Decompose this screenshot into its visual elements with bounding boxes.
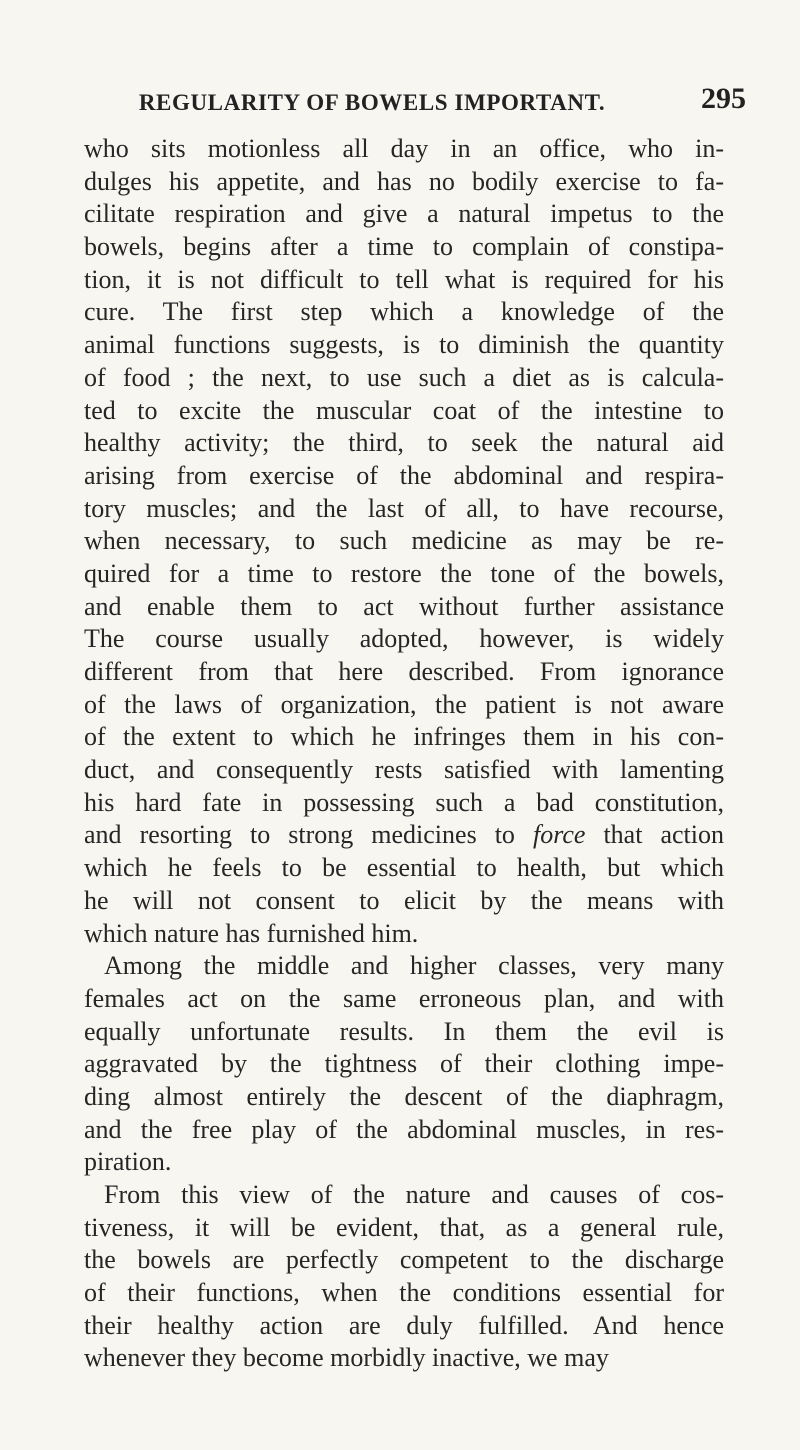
text-line: equally unfortunate results. In them the evil is [84, 1016, 724, 1046]
text-line: cure. The first step which a knowledge of the [84, 297, 724, 327]
text-line: Among the middle and higher classes, very many [104, 951, 724, 981]
text-line: tory muscles; and the last of all, to have recourse, [84, 493, 724, 523]
text-line: dulges his appetite, and has no bodily exercise to fa- [84, 166, 724, 196]
text-line: ding almost entirely the descent of the diaphragm, [84, 1081, 724, 1111]
text-line: of the extent to which he infringes them in his con- [84, 722, 724, 752]
text-line: who sits motionless all day in an office, who in- [84, 134, 724, 163]
text-line: bowels, begins after a time to complain of constipa- [84, 232, 724, 262]
text-line: aggravated by the tightness of their clothing impe- [84, 1049, 724, 1079]
text-line: and enable them to act without further assistance [84, 591, 724, 621]
text-line: of the laws of organization, the patient is not aware [84, 689, 724, 719]
text-line: of their functions, when the conditions essential for [84, 1278, 724, 1308]
text-line: tion, it is not difficult to tell what is required for his [84, 264, 724, 294]
text-line: his hard fate in possessing such a bad constitution, [84, 787, 724, 817]
text-line: which he feels to be essential to health, but which [84, 853, 724, 883]
text-line: tiveness, it will be evident, that, as a general rule, [84, 1212, 724, 1242]
text-line: duct, and consequently rests satisfied with lamenting [84, 755, 724, 785]
text-line: females act on the same erroneous plan, and with [84, 983, 724, 1013]
text-line: which nature has furnished him. [84, 918, 419, 948]
text-line: when necessary, to such medicine as may be re- [84, 526, 724, 556]
text-line: the bowels are perfectly competent to the discharge [84, 1245, 724, 1275]
text-line: quired for a time to restore the tone of the bowels, [84, 558, 724, 588]
text-line: and the free play of the abdominal muscles, in res- [84, 1114, 724, 1144]
text-line: their healthy action are duly fulfilled. And hence [84, 1310, 724, 1340]
text-line: The course usually adopted, however, is widely [84, 624, 724, 654]
text-line: cilitate respiration and give a natural impetus to the [84, 199, 724, 229]
text-line: From this view of the nature and causes of cos- [104, 1180, 724, 1209]
text-line: arising from exercise of the abdominal and respira- [84, 460, 724, 490]
running-title: REGULARITY OF BOWELS IMPORTANT. [138, 90, 606, 115]
text-line: whenever they become morbidly inactive, we may [84, 1343, 609, 1373]
body-text [84, 133, 724, 1375]
text-line: he will not consent to elicit by the means with [84, 885, 724, 915]
paragraph [84, 1179, 724, 1375]
paragraph [84, 133, 724, 950]
text-line: piration. [84, 1147, 172, 1177]
text-line: of food ; the next, to use such a diet as is calcula- [84, 362, 724, 392]
text-line: ted to excite the muscular coat of the intestine to [84, 395, 724, 425]
page-number: 295 [701, 82, 746, 115]
text-line: different from that here described. From ignorance [84, 657, 724, 686]
running-head [0, 82, 800, 122]
paragraph [84, 950, 724, 1179]
text-line: healthy activity; the third, to seek the natural aid [84, 428, 724, 458]
text-line: and resorting to strong medicines to force that action [84, 820, 724, 850]
text-line: animal functions suggests, is to diminish the quantity [84, 330, 724, 360]
